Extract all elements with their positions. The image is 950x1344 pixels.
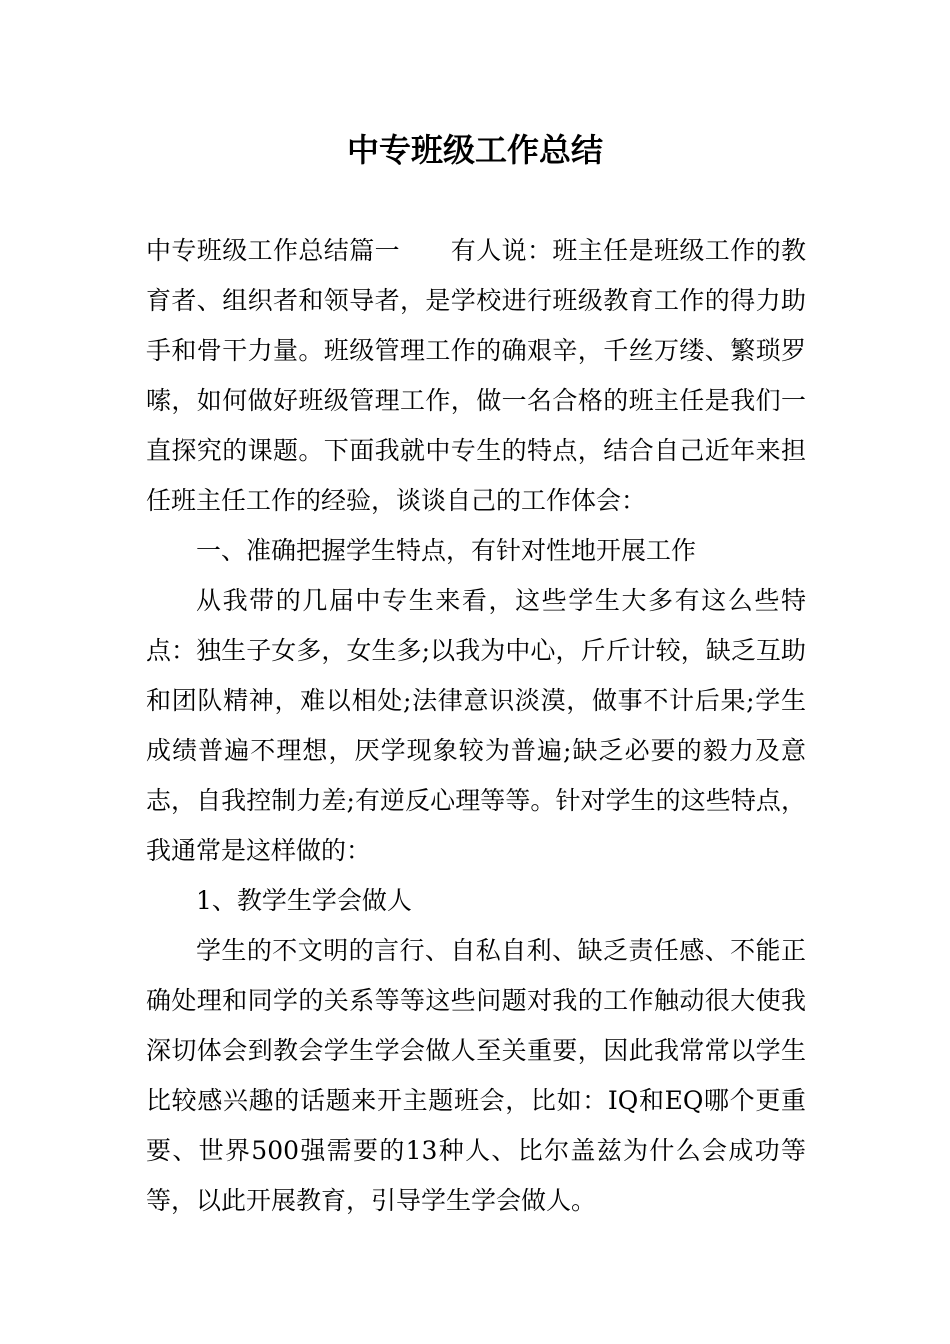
paragraph-teach-behavior: 学生的不文明的言行、自私自利、缺乏责任感、不能正确处理和同学的关系等等这些问题对我的工作触动很大使我深切体会到教会学生学会做人至关重要，因此我常常以学生比较感兴趣的话题来开主题班会，比如：IQ和EQ哪个更重要、世界500强需要的13种人、比尔盖兹为什么会成功等等，以此开展教育，引导学生学会做人。 <box>146 936 806 1215</box>
document-body <box>146 226 806 1226</box>
paragraph-student-traits: 从我带的几届中专生来看，这些学生大多有这么些特点：独生子女多，女生多;以我为中心，斤斤计较，缺乏互助和团队精神，难以相处;法律意识淡漠，做事不计后果;学生成绩普遍不理想，厌学现象较为普遍;缺乏必要的毅力及意志，自我控制力差;有逆反心理等等。针对学生的这些特点，我通常是这样做的： <box>146 586 806 865</box>
subsection-heading-1: 1、教学生学会做人 <box>196 886 412 915</box>
section-heading-1: 一、准确把握学生特点，有针对性地开展工作 <box>196 536 697 565</box>
document-title: 中专班级工作总结 <box>346 131 603 169</box>
paragraph-intro: 中专班级工作总结篇一 有人说：班主任是班级工作的教育者、组织者和领导者，是学校进行班级教育工作的得力助手和骨干力量。班级管理工作的确艰辛，千丝万缕、繁琐罗嗦，如何做好班级管理工作，做一名合格的班主任是我们一直探究的课题。下面我就中专生的特点，结合自己近年来担任班主任工作的经验，谈谈自己的工作体会： <box>146 236 806 515</box>
